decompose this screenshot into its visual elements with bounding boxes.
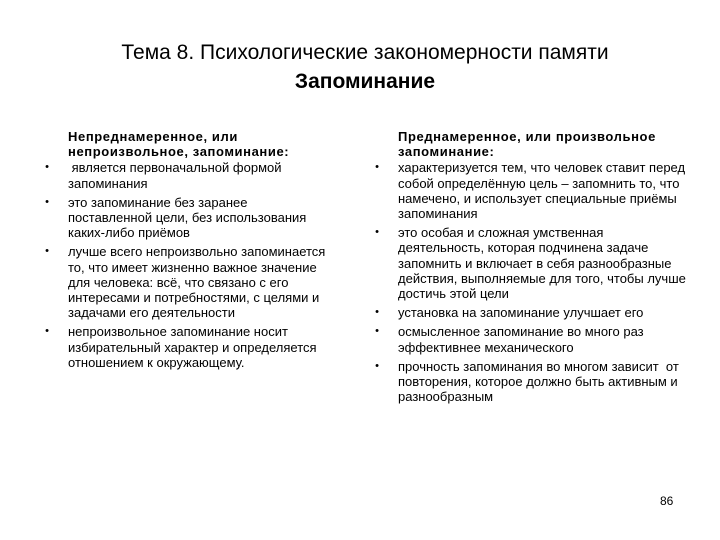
- list-item: [40, 195, 332, 241]
- list-item: [370, 359, 692, 405]
- list-item-text: это особая и сложная умственная деятельность, которая подчинена задаче запомнить и включает в себя разнообразные действия, выполняемые для того, чтобы лучше достичь этой цели: [398, 225, 686, 302]
- list-item-text: характеризуется тем, что человек ставит перед собой определённую цель – запомнить то, что намечено, и использует специальные приёмы запоминания: [398, 160, 686, 222]
- bullet-icon: •: [375, 359, 379, 372]
- bullet-icon: •: [375, 226, 379, 239]
- slide-title: [40, 38, 690, 96]
- bullet-icon: •: [375, 306, 379, 319]
- list-item-text: непроизвольное запоминание носит избирательный характер и определяется отношением к окружающему.: [68, 324, 317, 370]
- bullet-icon: •: [45, 195, 49, 208]
- list-item: [40, 324, 332, 370]
- left-column: [40, 129, 332, 374]
- title-line-subtopic: Запоминание: [294, 70, 436, 93]
- list-item-text: это запоминание без заранее поставленной цели, без использования каких-либо приёмов: [68, 194, 307, 241]
- title-line-topic: Тема 8. Психологические закономерности памяти: [121, 41, 609, 64]
- right-bullet-list: [370, 160, 692, 404]
- list-item-text: лучше всего непроизвольно запоминается то, что имеет жизненно важное значение для человека: всё, что связано с его интересами и потребностями, с целями и задачами его деятельности: [68, 244, 326, 321]
- list-item: [370, 305, 692, 320]
- list-item-text: осмысленное запоминание во много раз эффективнее механического: [398, 324, 644, 355]
- bullet-icon: •: [45, 245, 49, 258]
- list-item: [40, 244, 332, 320]
- left-bullet-list: [40, 160, 332, 370]
- left-column-heading: Непреднамеренное, или непроизвольное, запоминание:: [68, 129, 290, 160]
- list-item-text: установка на запоминание улучшает его: [398, 305, 644, 321]
- page-number: 86: [660, 494, 674, 508]
- list-item: [370, 160, 692, 221]
- right-column-heading: Преднамеренное, или произвольное запоминание:: [398, 129, 665, 160]
- bullet-icon: •: [45, 325, 49, 338]
- list-item: [370, 225, 692, 301]
- list-item: [370, 324, 692, 354]
- list-item: [40, 160, 332, 190]
- bullet-icon: •: [375, 161, 379, 174]
- list-item-text: является первоначальной формой запоминания: [68, 160, 286, 191]
- bullet-icon: •: [375, 325, 379, 338]
- bullet-icon: •: [45, 161, 49, 174]
- list-item-text: прочность запоминания во многом зависит от повторения, которое должно быть активным и разнообразным: [398, 358, 683, 405]
- right-column: [370, 129, 692, 408]
